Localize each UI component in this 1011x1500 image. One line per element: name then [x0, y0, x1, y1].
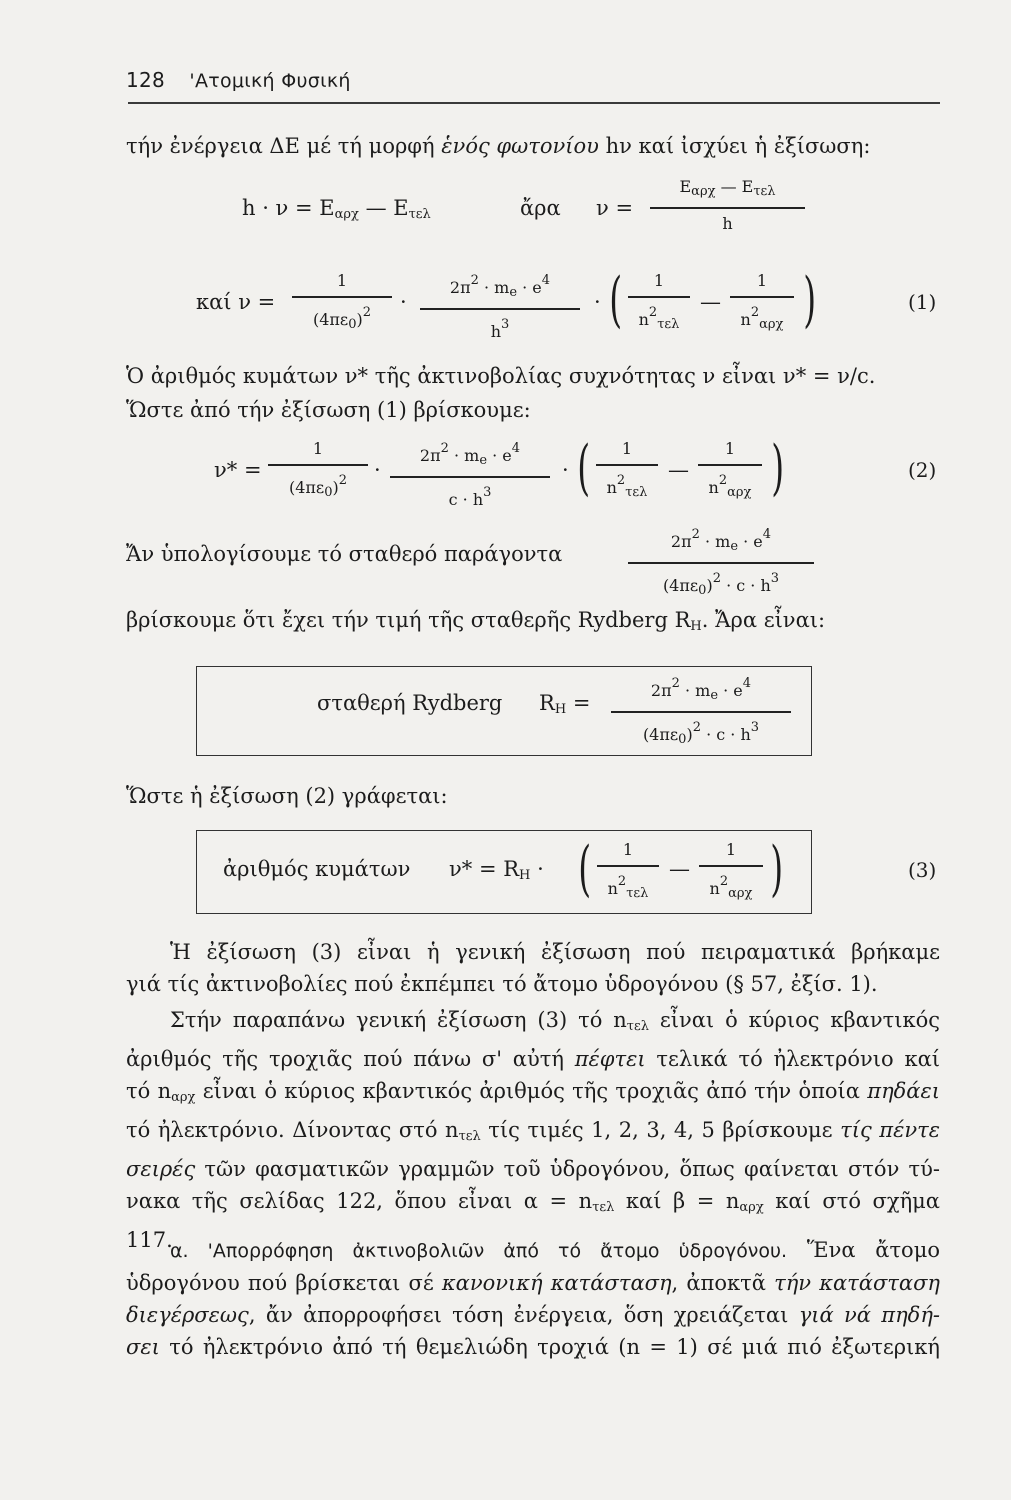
rydberg-label: σταθερή Rydberg	[317, 691, 503, 715]
paragraph-general-equation: Ἡ ἐξίσωση (3) εἶναι ἡ γενική ἐξίσωση πού πειραματικά βρήκαμε γιά τίς ἀκτινοβολίες πού ἐκπέμπει τό ἄτομο ὑδρογόνου (§ 57, ἐξίσ. 1).	[126, 940, 940, 996]
equation-energy: $h \cdot \nu = E_{\alpha\rho\chi}$ — $E_{\tau\varepsilon\lambda}$	[242, 196, 431, 222]
eq1-frac-2: $2\pi^2 \cdot m_e \cdot e^4$ $h^3$	[420, 268, 580, 345]
ara-word: ἄρα	[520, 196, 561, 220]
intro-line	[126, 130, 870, 162]
eq2-frac-2: $2\pi^2 \cdot m_e \cdot e^4$ $c \cdot h^3$	[390, 436, 550, 513]
eq2-prefix: ν* =	[214, 458, 262, 482]
nu-equals: ν =	[596, 196, 634, 220]
running-header	[126, 68, 351, 92]
wave-number-lhs: $\nu* = R_H$ ·	[449, 857, 544, 883]
page-number: 128	[126, 68, 166, 92]
rydberg-symbol: $R_H$ =	[539, 691, 591, 717]
paragraph-absorption: α. 'Απορρόφηση ἀκτινοβολιῶν ἀπό τό ἄτομο ὑδρογόνου. Ἕνα ἄτομο ὑδρογόνου πού βρίσκεται σέ κανονική κατάσταση, ἀποκτᾶ τήν κατάσταση διεγέρσεως, ἄν ἀπορροφήσει τόση ἐνέργεια, ὅση χρειάζεται γιά νά πηδή- σει τό ἠλεκτρόνιο ἀπό τή θεμελιώδη τροχιά (n = 1) σέ μιά πιό ἐξωτερική	[126, 1238, 941, 1359]
wave-number-line: Ὁ ἀριθμός κυμάτων ν* τῆς ἀκτινοβολίας συχνότητας ν εἶναι ν* = ν/c.	[126, 364, 876, 388]
book-page: 128 'Ατομική Φυσική τήν ἐνέργεια ΔΕ μέ τή μορφή ἑνός φωτονίου hν καί ἰσχύει ἡ ἐξίσωση: $h \cdot \nu = E_{\alpha\rho\chi}$ — $E_{\tau\varepsilon\lambda}$ ἄρα ν = $E_{\alpha\rho\chi}$ — $E_{\tau\varepsilon\lambda}$ h καί ν = 1 $(4\pi\varepsilon_0)^2$ · $2\pi^2 \cdot m_e \cdot e^4$ $h^3$ · ( 1 $n^2_{\tau\varepsilon\lambda}$ — 1 $n^2_{\alpha\rho\chi}$ ) (1) Ὁ ἀριθμός κυμάτων ν* τῆς ἀκτινοβολίας συχνότητας ν εἶναι ν* = ν/c. Ὥστε ἀπό τήν ἐξίσωση (1) βρίσκουμε: ν* = 1 $(4\pi\varepsilon_0)^2$ · $2\pi^2 \cdot m_e \cdot e^4$ $c \cdot h^3$ · ( 1 $n^2_{\tau\varepsilon\lambda}$ — 1 $n^2_{\alpha\rho\chi}$ ) (2) Ἄν ὑπολογίσουμε τό σταθερό παράγοντα $2\pi^2 \cdot m_e \cdot e^4$ $(4\pi\varepsilon_0)^2 \cdot c \cdot h^3$ βρίσκουμε ὅτι ἔχει τήν τιμή τῆς σταθερῆς Rydberg $R_H$. Ἄρα εἶναι: σταθερή Rydberg $R_H$ = $2\pi^2 \cdot m_e \cdot e^4$ $(4\pi\varepsilon_0)^2 \cdot c \cdot h^3$ Ὥστε ἡ ἐξίσωση (2) γράφεται: ἀριθμός κυμάτων $\nu* = R_H$ · ( 1 $n^2_{\tau\varepsilon\lambda}$ — 1 $n^2_{\alpha\rho\chi}$ ) (3) Ἡ ἐξίσωση (3) εἶναι ἡ γενική ἐξίσωση πού πειραματικά βρήκαμε γιά τίς ἀκτινοβολίες πού ἐκπέμπει τό ἄτομο ὑδρογόνου (§ 57, ἐξίσ. 1). Στήν παραπάνω γενική ἐξίσωση (3) τό $n_{\tau\varepsilon\lambda}$ εἶναι ὁ κύριος κβαντικός ἀριθμός τῆς τροχιᾶς πού πάνω σ' αὐτή πέφτει τελικά τό ἠλεκτρόνιο καί τό $n_{\alpha\rho\chi}$ εἶναι ὁ κύριος κβαντικός ἀριθμός τῆς τροχιᾶς ἀπό τήν ὁποία πηδάει τό ἠλεκτρόνιο. Δίνοντας στό $n_{\tau\varepsilon\lambda}$ τίς τιμές 1, 2, 3, 4, 5 βρίσκουμε τίς πέντε σειρές τῶν φασματικῶν γραμμῶν τοῦ ὑδρογόνου, ὅπως φαίνεται στόν τύ- νακα τῆς σελίδας 122, ὅπου εἶναι $\alpha = n_{\tau\varepsilon\lambda}$ καί $\beta = n_{\alpha\rho\chi}$ καί στό σχῆμα 117. α. 'Απορρόφηση ἀκτινοβολιῶν ἀπό τό ἄτομο ὑδρογόνου. Ἕνα ἄτομο ὑδρογόνου πού βρίσκεται σέ κανονική κατάσταση, ἀποκτᾶ τήν κατάσταση διεγέρσεως, ἄν ἀπορροφήσει τόση ἐνέργεια, ὅση χρειάζεται γιά νά πηδή- σει τό ἠλεκτρόνιο ἀπό τή θεμελιώδη τροχιά (n = 1) σέ μιά πιό ἐξωτερική	[0, 0, 1011, 1500]
eq2-frac-narx: 1 $n^2_{\alpha\rho\chi}$	[698, 436, 762, 506]
equation-number-1: (1)	[908, 290, 937, 314]
intro-italic: ἑνός φωτονίου	[441, 134, 599, 158]
frac-energy-over-h: $E_{\alpha\rho\chi}$ — $E_{\tau\varepsilon\lambda}$ h	[650, 174, 805, 237]
section-heading: α. 'Απορρόφηση ἀκτινοβολιῶν ἀπό τό ἄτομο ὑδρογόνου.	[170, 1240, 788, 1262]
eq2-frac-1: 1 $(4\pi\varepsilon_0)^2$	[268, 436, 368, 506]
equation-number-2: (2)	[908, 458, 937, 482]
hence-line-2: Ὥστε ἡ ἐξίσωση (2) γράφεται:	[126, 784, 448, 808]
equation-number-3: (3)	[908, 858, 937, 882]
running-title: 'Ατομική Φυσική	[189, 70, 351, 92]
eq1-prefix: καί ν =	[196, 290, 276, 314]
calc-line: Ἄν ὑπολογίσουμε τό σταθερό παράγοντα	[126, 542, 563, 566]
intro-text: τήν ἐνέργεια ΔΕ μέ τή μορφή	[126, 134, 435, 158]
rydberg-line: βρίσκουμε ὅτι ἔχει τήν τιμή τῆς σταθερῆς Rydberg $R_H$. Ἄρα εἶναι:	[126, 608, 826, 634]
eq1-frac-narx: 1 $n^2_{\alpha\rho\chi}$	[730, 268, 794, 338]
eq1-frac-1: 1 $(4\pi\varepsilon_0)^2$	[292, 268, 392, 338]
intro-text-end: hν καί ἰσχύει ἡ ἐξίσωση:	[605, 134, 871, 158]
paragraph-quantum-numbers: Στήν παραπάνω γενική ἐξίσωση (3) τό $n_{\tau\varepsilon\lambda}$ εἶναι ὁ κύριος κβαντικός ἀριθμός τῆς τροχιᾶς πού πάνω σ' αὐτή πέφτει τελικά τό ἠλεκτρόνιο καί τό $n_{\alpha\rho\chi}$ εἶναι ὁ κύριος κβαντικός ἀριθμός τῆς τροχιᾶς ἀπό τήν ὁποία πηδάει τό ἠλεκτρόνιο. Δίνοντας στό $n_{\tau\varepsilon\lambda}$ τίς τιμές 1, 2, 3, 4, 5 βρίσκουμε τίς πέντε σειρές τῶν φασματικῶν γραμμῶν τοῦ ὑδρογόνου, ὅπως φαίνεται στόν τύ- νακα τῆς σελίδας 122, ὅπου εἶναι $\alpha = n_{\tau\varepsilon\lambda}$ καί $\beta = n_{\alpha\rho\chi}$ καί στό σχῆμα 117.	[126, 1008, 941, 1252]
wave-number-box: ἀριθμός κυμάτων $\nu* = R_H$ · ( 1 $n^2_{\tau\varepsilon\lambda}$ — 1 $n^2_{\alpha\rho\chi}$ )	[196, 830, 812, 914]
rydberg-fraction: $2\pi^2 \cdot m_e \cdot e^4$ $(4\pi\varepsilon_0)^2 \cdot c \cdot h^3$	[611, 671, 791, 753]
header-rule	[128, 102, 940, 104]
rydberg-box	[196, 666, 812, 756]
constant-factor: $2\pi^2 \cdot m_e \cdot e^4$ $(4\pi\varepsilon_0)^2 \cdot c \cdot h^3$	[628, 522, 814, 604]
eq2-frac-ntel: 1 $n^2_{\tau\varepsilon\lambda}$	[596, 436, 658, 506]
hence-line-1: Ὥστε ἀπό τήν ἐξίσωση (1) βρίσκουμε:	[126, 398, 531, 422]
eq1-frac-ntel: 1 $n^2_{\tau\varepsilon\lambda}$	[628, 268, 690, 338]
wave-number-label: ἀριθμός κυμάτων	[223, 857, 411, 881]
